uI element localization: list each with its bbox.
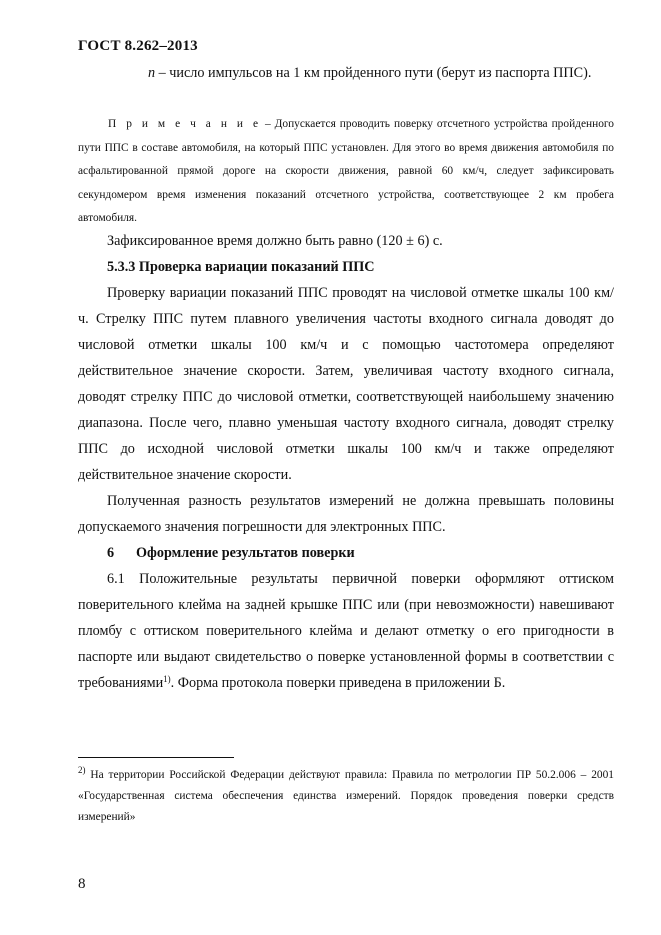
main-content	[78, 228, 614, 696]
definition-text: – число импульсов на 1 км пройденного пути (берут из паспорта ППС).	[155, 65, 592, 81]
section-6-heading	[78, 540, 614, 566]
section-6-title: Оформление результатов поверки	[136, 545, 355, 561]
footnote-mark: 2)	[78, 765, 86, 775]
note-block	[78, 113, 614, 231]
page-number: 8	[78, 876, 86, 892]
section-533-paragraph-1: Проверку вариации показаний ППС проводят на числовой отметке шкалы 100 км/ч. Стрелку ППС путем плавного увеличения частоты входного сигнала доводят до числовой отметки шкалы 100 км/ч и с помощью частотомера определяют действительное значение скорости. Затем, увеличивая частоту входного сигнала, доводят стрелку ППС до числовой отметки, соответствующей наибольшему значению диапазона. После чего, плавно уменьшая частоту входного сигнала, доводят стрелку ППС до исходной числовой отметки шкалы 100 км/ч и также определяют действительное значение скорости.	[78, 285, 614, 483]
footnote-text: На территории Российской Федерации действуют правила: Правила по метрологии ПР 50.2.006 – 2001 «Государственная система обеспечения единства измерений. Порядок проведения поверки средств измерений»	[78, 769, 614, 823]
note-text: – Допускается проводить поверку отсчетного устройства пройденного пути ППС в составе автомобиля, на который ППС установлен. Для этого во время движения автомобиля по асфальтированной прямой дороге на скорости движения, равной 60 км/ч, следует зафиксировать секундомером время изменения показаний отсчетного устройства, соответствующее 2 км пробега автомобиля.	[78, 118, 614, 224]
section-61-text: 6.1 Положительные результаты первичной поверки оформляют оттиском поверительного клейма на задней крышке ППС или (при невозможности) навешивают пломбу с оттиском поверительного клейма и делают отметку о его пригодности в паспорте или выдают свидетельство о поверке установленной формы в соответствии с требованиями	[78, 571, 614, 691]
definition-paragraph	[78, 60, 614, 86]
section-6-number: 6	[107, 545, 115, 561]
fixed-time-paragraph: Зафиксированное время должно быть равно (120 ± 6) с.	[107, 233, 443, 249]
footnote-divider	[78, 757, 234, 758]
definition-block	[78, 60, 614, 86]
footnote	[78, 765, 614, 828]
section-533-heading: 5.3.3 Проверка вариации показаний ППС	[107, 259, 375, 275]
note-label: П р и м е ч а н и е	[108, 118, 261, 130]
document-header: ГОСТ 8.262–2013	[78, 38, 198, 54]
section-533-paragraph-2: Полученная разность результатов измерений не должна превышать половины допускаемого значения погрешности для электронных ППС.	[78, 493, 614, 535]
section-61-paragraph	[78, 566, 614, 696]
definition-symbol: n	[148, 65, 156, 81]
note-paragraph	[78, 113, 614, 231]
footnote-reference[interactable]: 1)	[163, 674, 171, 684]
section-61-tail: . Форма протокола поверки приведена в приложении Б.	[170, 675, 506, 691]
